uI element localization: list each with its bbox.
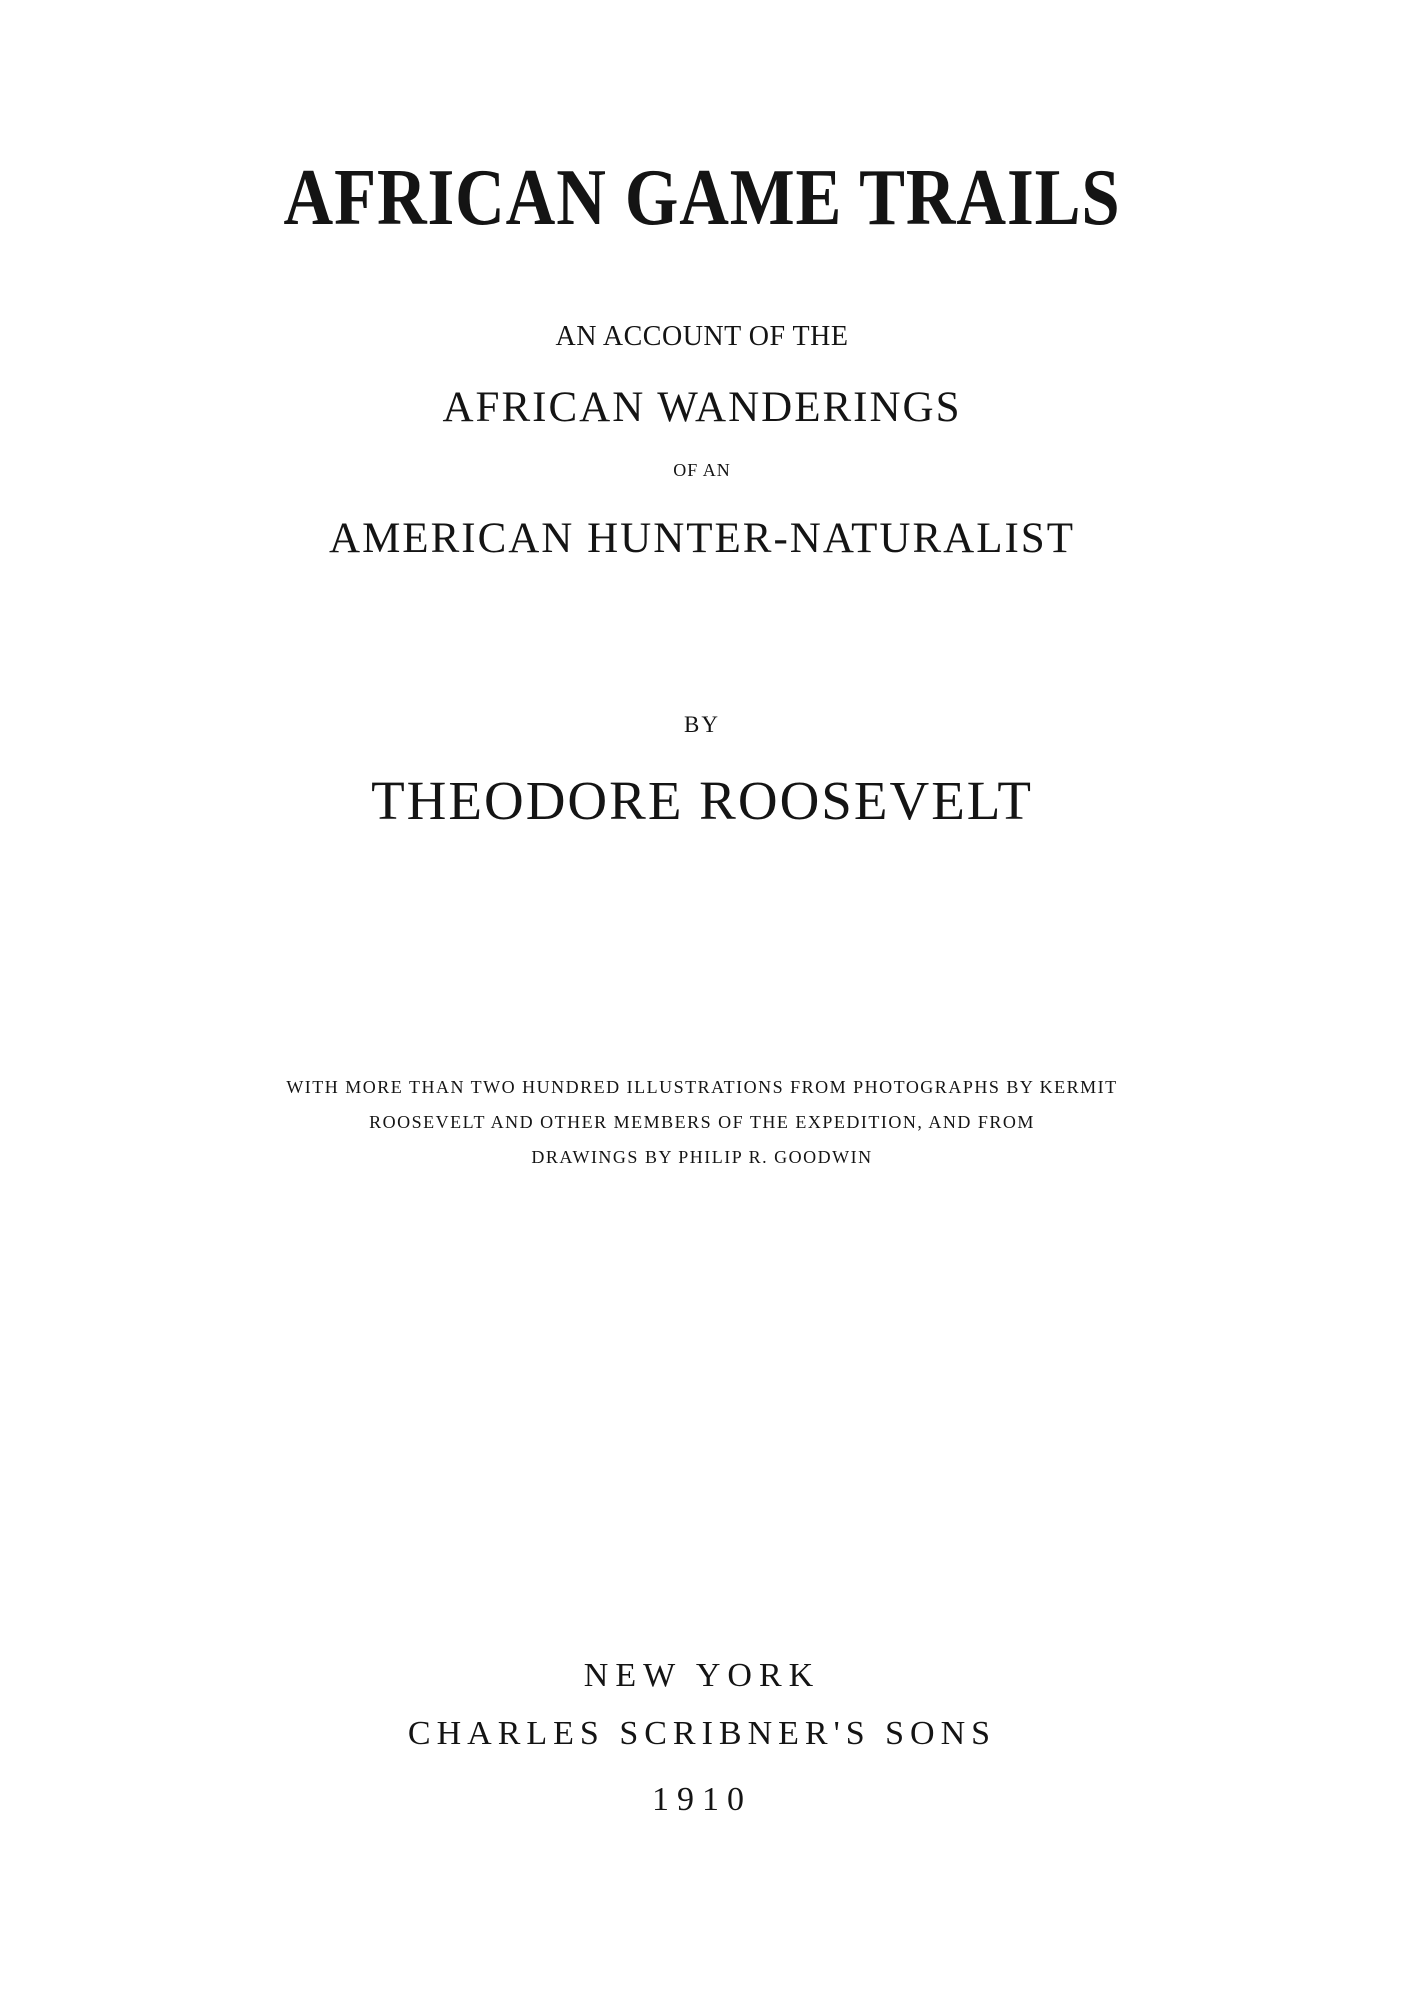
author-name: THEODORE ROOSEVELT <box>371 770 1033 831</box>
publication-year: 1910 <box>652 1781 752 1818</box>
subtitle-line-3: OF AN <box>673 460 731 480</box>
book-title: AFRICAN GAME TRAILS <box>283 154 1121 242</box>
subtitle-line-2: AFRICAN WANDERINGS <box>442 384 962 431</box>
illustrations-note <box>0 1070 1404 1175</box>
illustrations-note-line-3: DRAWINGS BY PHILIP R. GOODWIN <box>531 1147 873 1167</box>
subtitle-line-4: AMERICAN HUNTER-NATURALIST <box>329 515 1075 562</box>
by-label: BY <box>684 712 720 737</box>
publisher-name: CHARLES SCRIBNER'S SONS <box>407 1715 997 1752</box>
illustrations-note-line-1: WITH MORE THAN TWO HUNDRED ILLUSTRATIONS FROM PHOTOGRAPHS BY KERMIT <box>286 1077 1118 1097</box>
imprint-place: NEW YORK <box>583 1657 821 1694</box>
subtitle-line-1: AN ACCOUNT OF THE <box>555 321 849 352</box>
illustrations-note-line-2: ROOSEVELT AND OTHER MEMBERS OF THE EXPEDITION, AND FROM <box>369 1112 1035 1132</box>
